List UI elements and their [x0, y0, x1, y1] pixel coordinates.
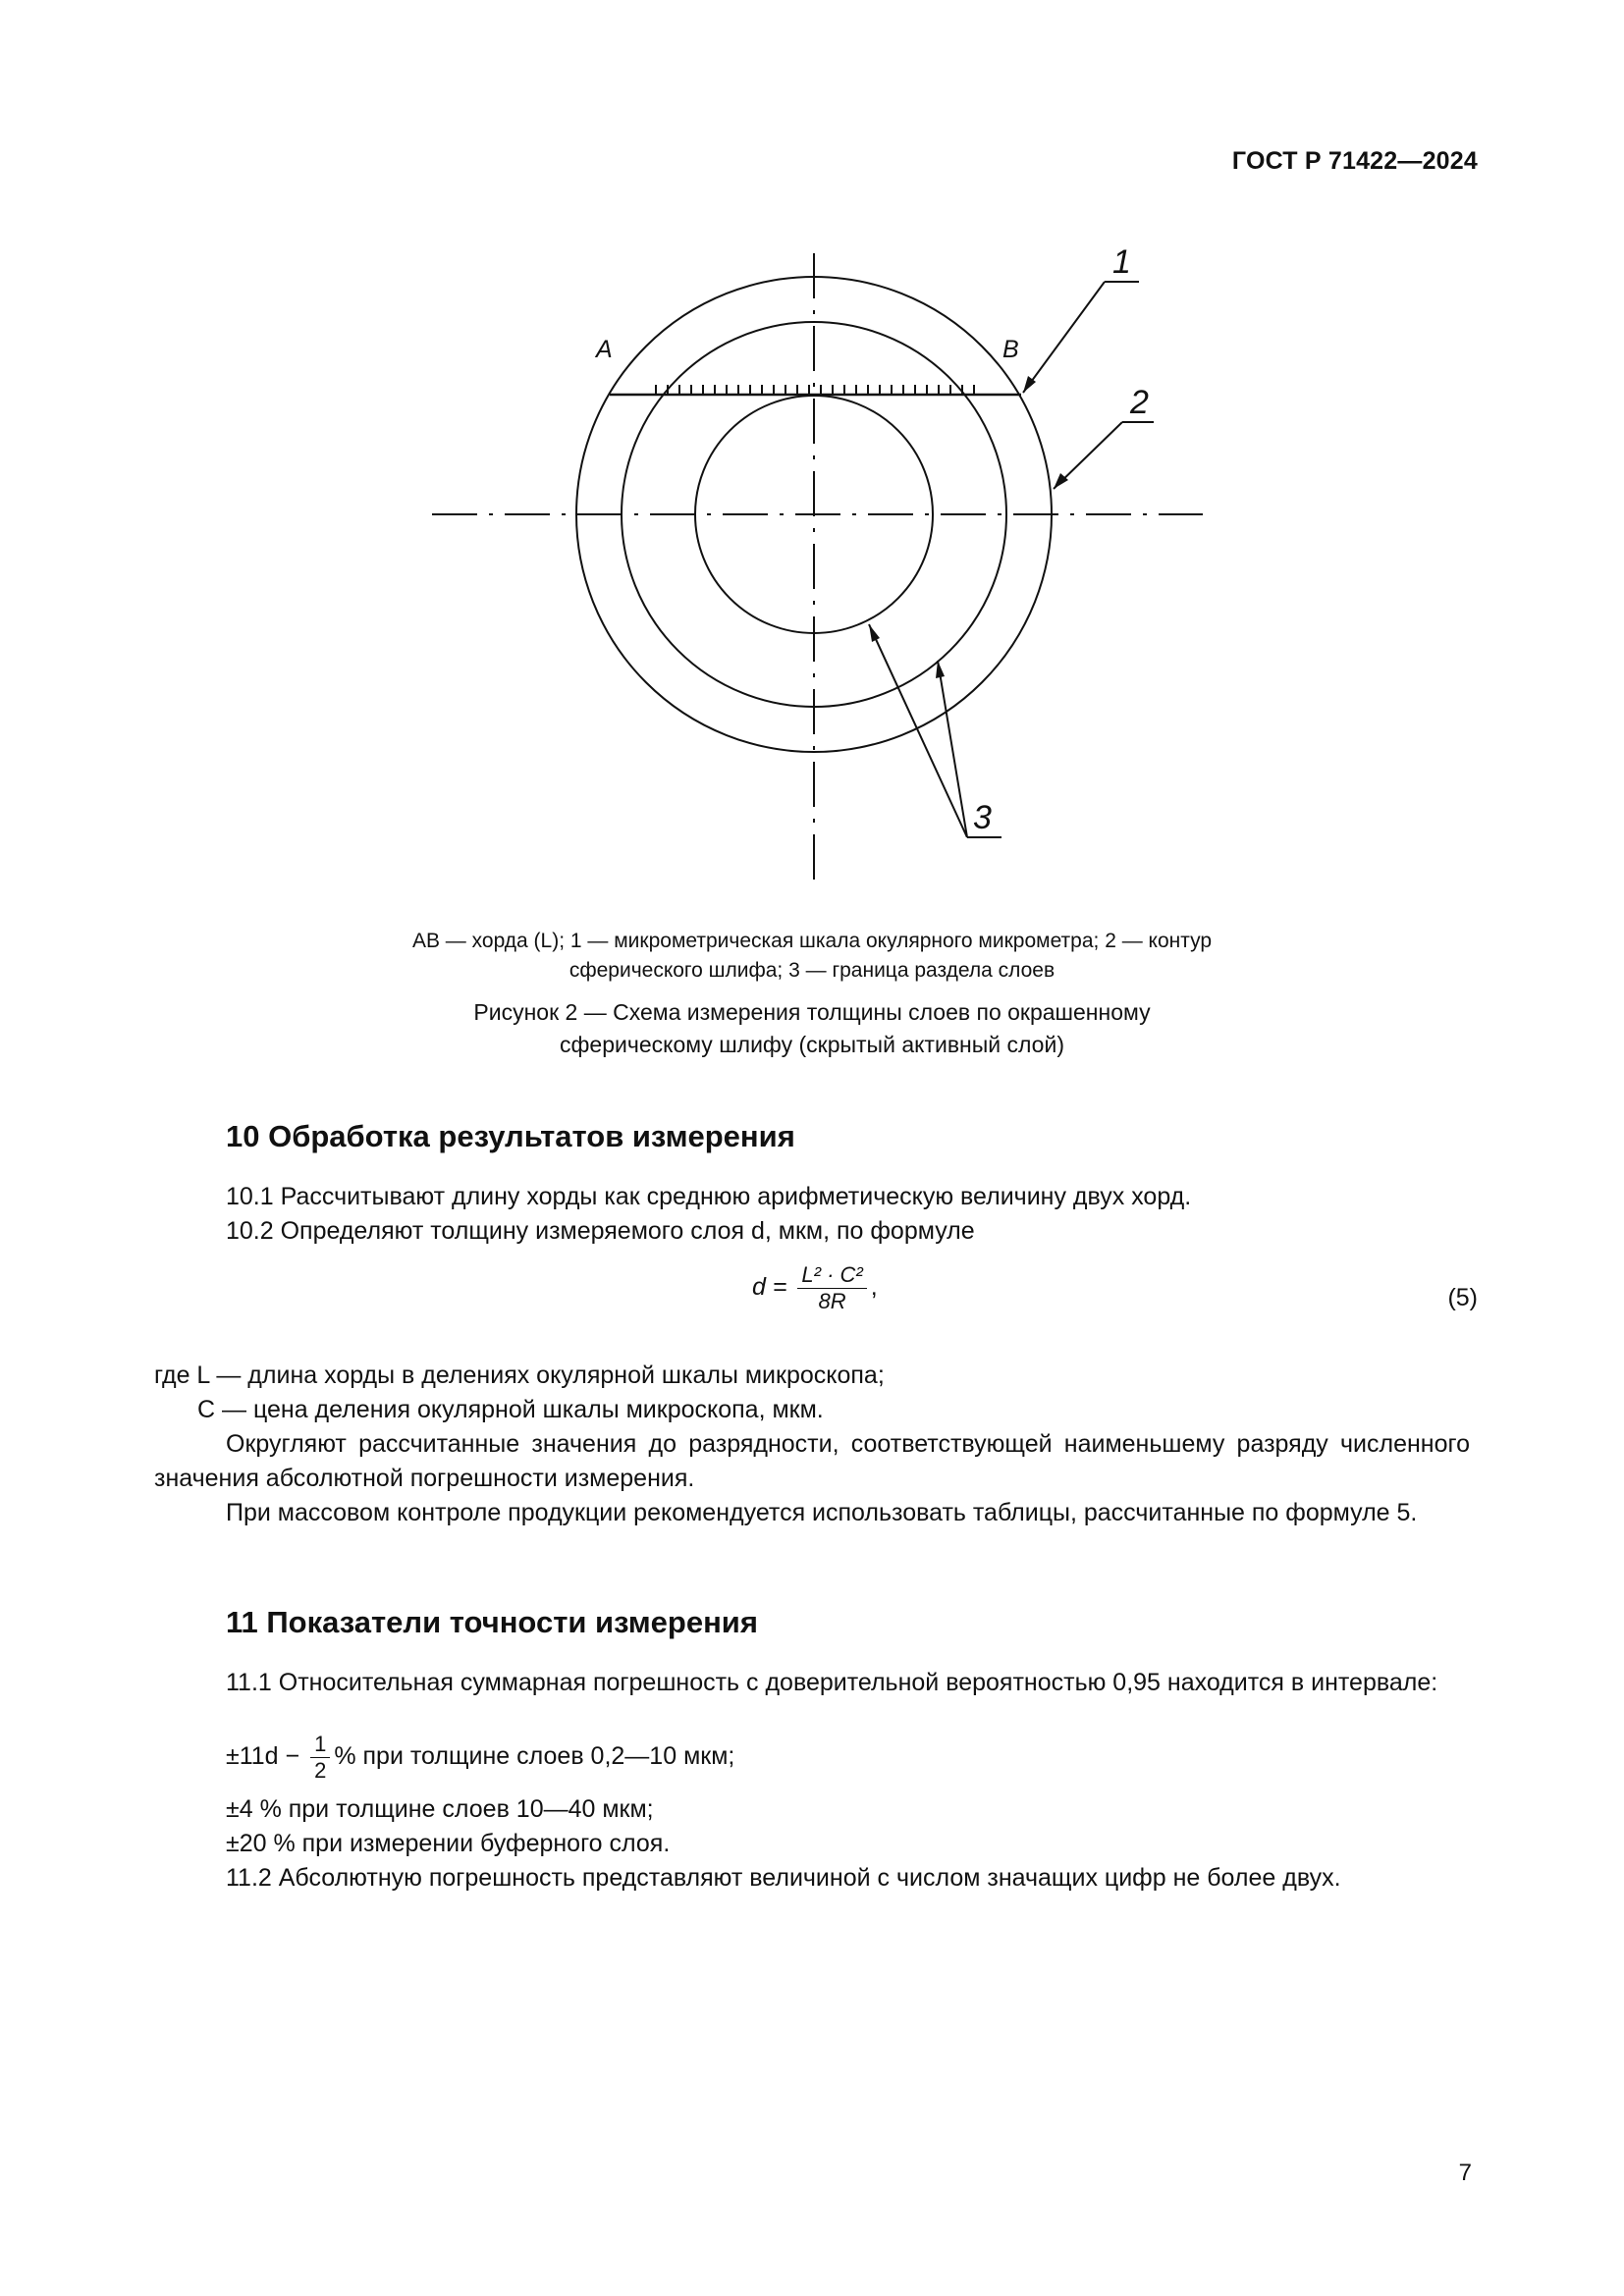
page-number: 7: [1458, 2160, 1472, 2186]
figure-caption: [295, 996, 1329, 1061]
accuracy-item-2: ±4 % при толщине слоев 10—40 мкм;: [226, 1795, 654, 1823]
section-11-para-2: 11.2 Абсолютную погрешность представляют величиной с числом значащих цифр не более двух.: [226, 1864, 1341, 1892]
accuracy-item-3: ±20 % при измерении буферного слоя.: [226, 1830, 671, 1857]
figure-legend-line-1: AB — хорда (L); 1 — микрометрическая шкала окулярного микрометра; 2 — контур: [411, 930, 1213, 952]
leader-3-line-b: [938, 661, 967, 837]
figure-caption-line-1: Рисунок 2 — Схема измерения толщины слоев по окрашенному: [473, 999, 1151, 1025]
accuracy-item-1-num: 1: [310, 1732, 330, 1758]
formula-number: (5): [1447, 1284, 1478, 1311]
callout-3-label: 3: [973, 799, 992, 836]
formula-trail: ,: [870, 1273, 878, 1302]
document-number: ГОСТ Р 71422—2024: [1231, 147, 1478, 175]
where-L: где L — длина хорды в делениях окулярной шкалы микроскопа;: [154, 1362, 885, 1389]
accuracy-item-1-suffix: % при толщине слоев 0,2—10 мкм;: [334, 1742, 735, 1771]
section-10-para-1: 10.1 Рассчитывают длину хорды как среднюю арифметическую величину двух хорд.: [226, 1183, 1192, 1210]
figure-diagram: [422, 236, 1208, 903]
formula-numerator: L² · C²: [797, 1262, 866, 1289]
leader-3-line-a: [869, 624, 967, 837]
figure-legend-line-2: сферического шлифа; 3 — граница раздела слоев: [568, 959, 1056, 982]
section-10-para-3: Округляют рассчитанные значения до разрядности, соответствующей наименьшему разряду численного значения абсолютной погрешности измерения.: [154, 1430, 1470, 1492]
figure-caption-line-2: сферическому шлифу (скрытый активный слой): [560, 1032, 1064, 1057]
section-10-para-2: 10.2 Определяют толщину измеряемого слоя d, мкм, по формуле: [226, 1217, 975, 1245]
formula-5: [752, 1262, 878, 1314]
formula-fraction: [797, 1262, 866, 1314]
where-C: C — цена деления окулярной шкалы микроскопа, мкм.: [197, 1396, 824, 1423]
point-b-label: B: [1002, 336, 1019, 363]
callout-2-label: 2: [1130, 384, 1149, 421]
figure-legend: [295, 927, 1329, 986]
accuracy-item-1-fraction: [310, 1732, 330, 1784]
section-11-para-1: 11.1 Относительная суммарная погрешность с доверительной вероятностью 0,95 находится в интервале:: [226, 1669, 1438, 1696]
accuracy-item-1-prefix: ±11d −: [226, 1742, 300, 1771]
leader-3-arrowhead-a: [869, 624, 880, 642]
accuracy-item-1-den: 2: [314, 1758, 327, 1783]
section-10-para-4: При массовом контроле продукции рекомендуется использовать таблицы, рассчитанные по формуле 5.: [226, 1499, 1418, 1526]
accuracy-item-1: [226, 1732, 734, 1784]
section-10-heading: 10 Обработка результатов измерения: [226, 1119, 795, 1153]
callout-1-label: 1: [1112, 243, 1131, 281]
point-a-label: A: [596, 336, 613, 363]
section-11-heading: 11 Показатели точности измерения: [226, 1605, 758, 1639]
formula-denominator: 8R: [818, 1289, 846, 1313]
formula-lhs: d =: [752, 1273, 787, 1302]
leader-1-line: [1023, 282, 1105, 393]
